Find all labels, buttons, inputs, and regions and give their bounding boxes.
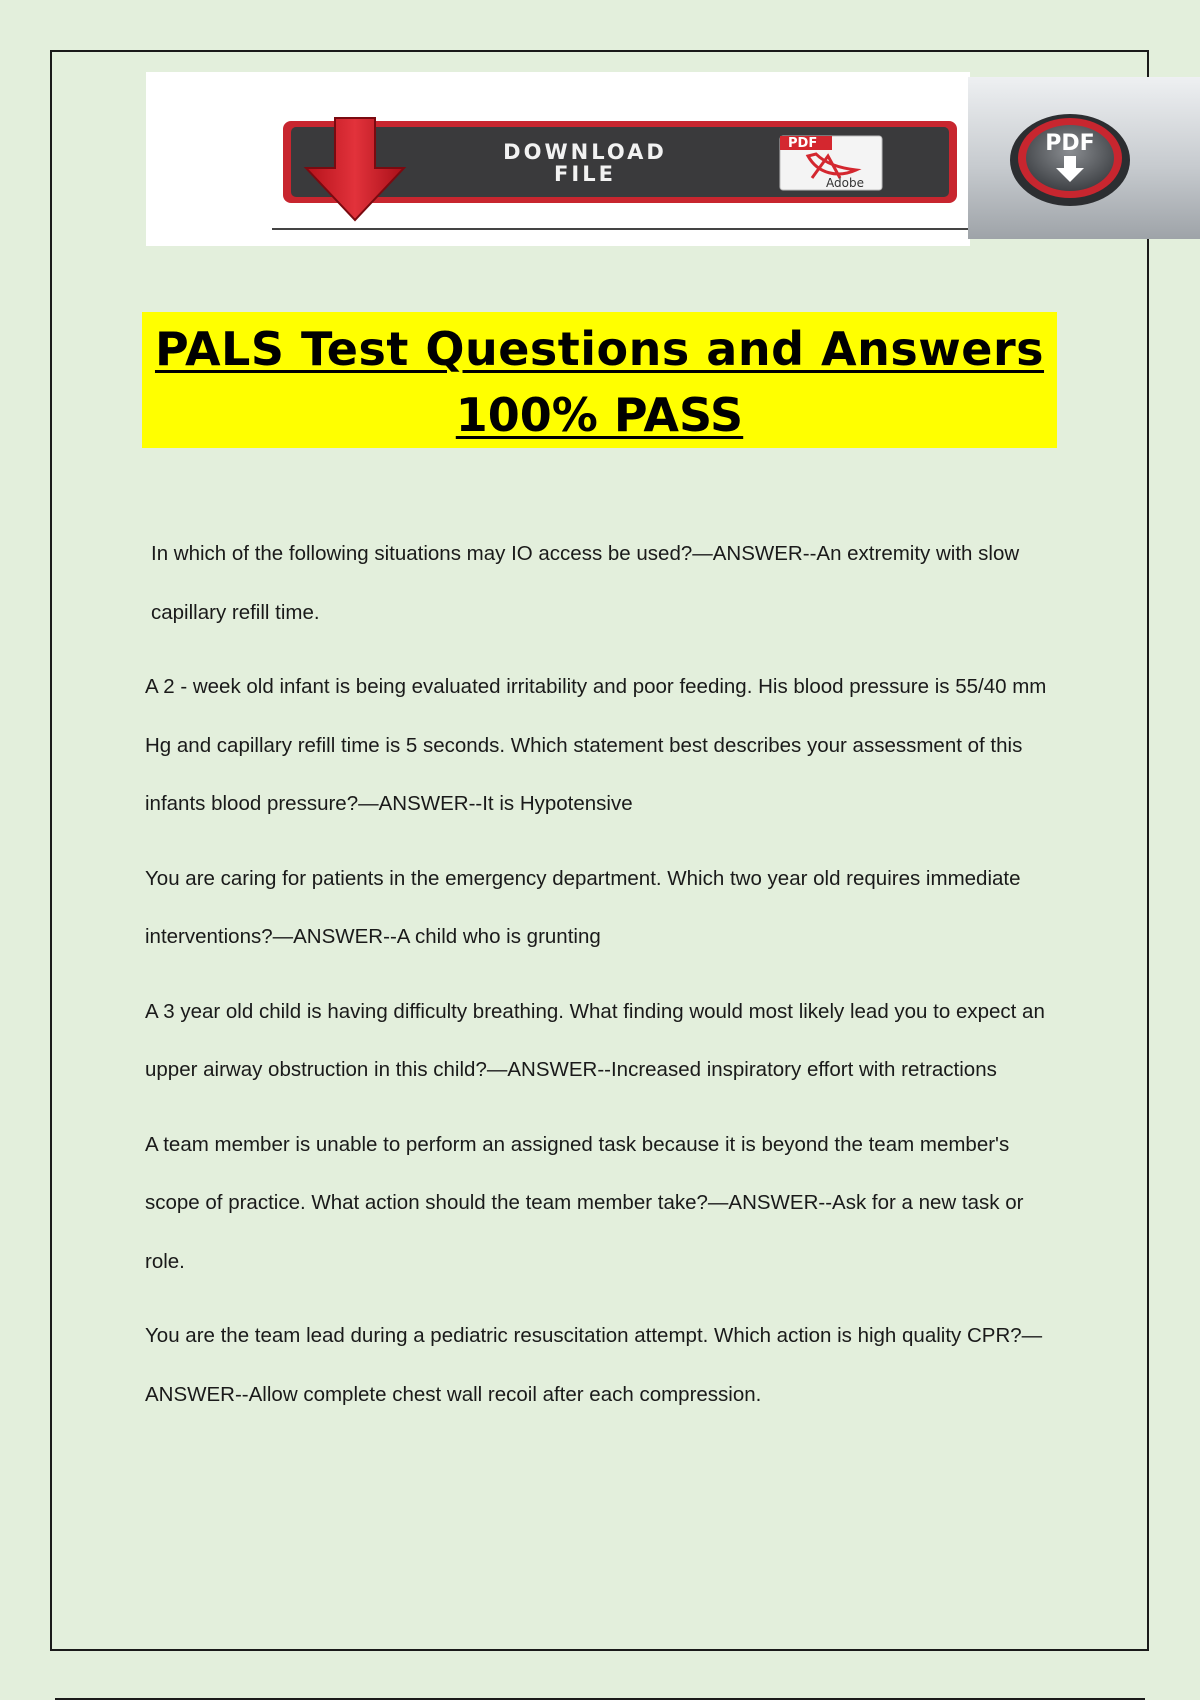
qa-item: In which of the following situations may IO access be used?—ANSWER--An extremity with slow capillary refill time. <box>151 542 1020 624</box>
document-title-line2: 100% PASS <box>455 388 744 442</box>
qa-item: A 3 year old child is having difficulty breathing. What finding would most likely lead you to expect an upper airway obstruction in this child?—ANSWER--Increased inspiratory effort with retractions <box>145 999 1045 1081</box>
banner-underline <box>272 228 972 230</box>
pdf-download-button-icon[interactable] <box>1008 108 1132 208</box>
qa-item: You are caring for patients in the emergency department. Which two year old requires immediate interventions?—ANSWER--A child who is grunting <box>145 866 1021 948</box>
pdf-tag: PDF <box>788 136 818 151</box>
qa-item: You are the team lead during a pediatric resuscitation attempt. Which action is high quality CPR?—ANSWER--Allow complete chest wall recoil after each compression. <box>145 1324 1043 1406</box>
document-title-box <box>142 312 1057 448</box>
adobe-label: Adobe <box>826 176 864 190</box>
qa-item: A team member is unable to perform an assigned task because it is beyond the team member's scope of practice. What action should the team member take?—ANSWER--Ask for a new task or role. <box>145 1132 1024 1273</box>
pdf-button-label: PDF <box>1045 131 1095 156</box>
document-title-line1: PALS Test Questions and Answers <box>154 322 1045 376</box>
qa-content <box>145 525 1065 1440</box>
qa-item: A 2 - week old infant is being evaluated irritability and poor feeding. His blood pressure is 55/40 mm Hg and capillary refill time is 5 seconds. Which statement best describes your assessment of this infants blood pressure?—ANSWER--It is Hypotensive <box>145 675 1047 815</box>
download-label: DOWNLOAD FILE <box>503 140 667 186</box>
download-arrow-icon <box>300 116 410 222</box>
